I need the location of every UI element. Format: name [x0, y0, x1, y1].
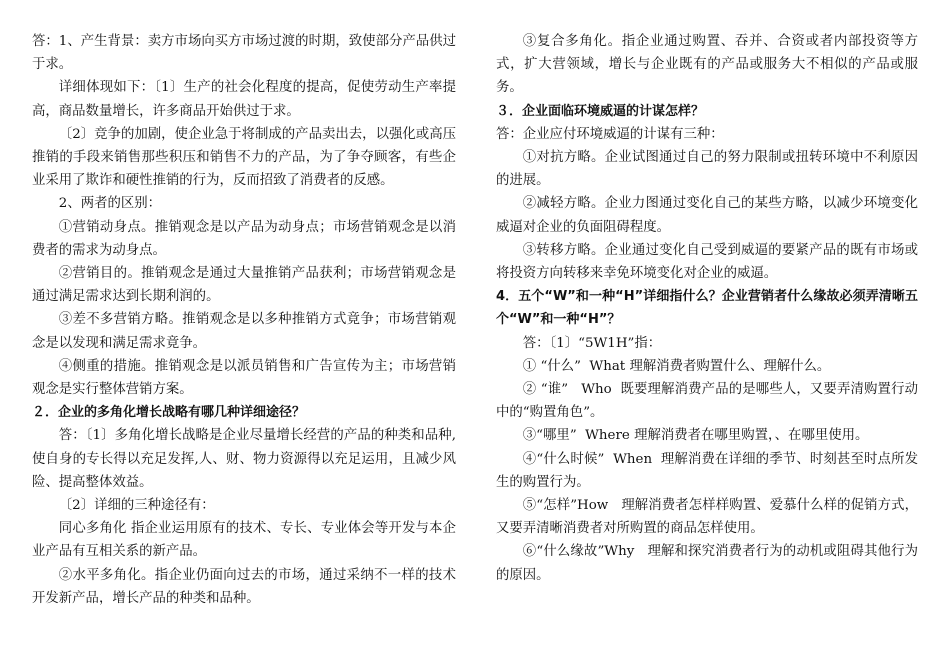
paragraph: 答：1、产生背景：卖方市场向买方市场过渡的时期，致使部分产品供过于求。 — [32, 34, 456, 73]
paragraph: 〔2〕详细的三种途径有： — [58, 498, 215, 514]
paragraph: ①营销动身点。推销观念是以产品为动身点；市场营销观念是以消费者的需求为动身点。 — [32, 219, 456, 258]
paragraph: 同心多角化 指企业运用原有的技术、专长、专业体会等开发与本企业产品有互相关系的新产品。 — [32, 521, 456, 560]
paragraph: 答：〔1〕多角化增长战略是企业尽量增长经营的产品的种类和品种,使自身的专长得以充足发挥,人、财、物力资源得以充足运用，且减少风险、提高整体效益。 — [32, 428, 456, 490]
paragraph: ③差不多营销方略。推销观念是以多种推销方式竟争；市场营销观念是以发现和满足需求竟争。 — [32, 312, 456, 351]
paragraph: ②减轻方略。企业力图通过变化自己的某些方略，以减少环境变化威逼对企业的负面阻碍程度。 — [496, 196, 918, 235]
paragraph: ③复合多角化。指企业通过购置、吞并、合资或者内部投资等方式，扩大营领域，增长与企业既有的产品或服务大不相似的产品或服务。 — [496, 34, 918, 96]
paragraph: 答：〔1〕“5W1H”指： — [522, 335, 662, 351]
paragraph: ④侧重的措施。推销观念是以派员销售和广告宣传为主；市场营销观念是实行整体营销方案。 — [32, 358, 456, 398]
left-column — [32, 30, 456, 610]
question-heading: ３．企业面临环境威逼的计谋怎样？ — [496, 103, 705, 119]
paragraph: 〔2〕竞争的加剧，使企业急于将制成的产品卖出去，以强化或高压推销的手段来销售那些积压和销售不力的产品，为了争夺顾客，有些企业采用了欺诈和硬性推销的行为，反而招致了消费者的反感。 — [32, 126, 456, 189]
paragraph: ⑥“什么缘故”Why 理解和探究消费者行为的动机或阻碍其他行为的原因。 — [496, 544, 918, 583]
right-column — [496, 30, 918, 587]
paragraph: ②营销目的。推销观念是通过大量推销产品获利；市场营销观念是通过满足需求达到长期利润的。 — [32, 266, 456, 305]
paragraph: ① “什么” What 理解消费者购置什么、理解什么。 — [522, 358, 831, 374]
paragraph: ③转移方略。企业通过变化自己受到威逼的要紧产品的既有市场或将投资方向转移来幸免环境变化对企业的威逼。 — [496, 242, 918, 282]
paragraph: 2、两者的区别： — [58, 196, 162, 212]
paragraph: 详细体现如下：〔1〕生产的社会化程度的提高，促使劳动生产率提高，商品数量增长，许多商品开始供过于求。 — [32, 80, 456, 119]
question-heading: ２．企业的多角化增长战略有哪几种详细途径？ — [32, 405, 306, 421]
paragraph: ③“哪里” Where 理解消费者在哪里购置，、在哪里使用。 — [522, 428, 869, 444]
paragraph: ④“什么时候” When 理解消费在详细的季节、时刻甚至时点所发生的购置行为。 — [496, 451, 918, 490]
paragraph: ②水平多角化。指企业仍面向过去的市场，通过采纳不一样的技术开发新产品，增长产品的种类和品种。 — [32, 567, 456, 606]
paragraph: ② “谁” Who 既要理解消费产品的是哪些人，又要弄清购置行动中的“购置角色”。 — [496, 382, 918, 421]
paragraph: ⑤“怎样”How 理解消费者怎样样购置、爱慕什么样的促销方式，又要弄清晰消费者对所购置的商品怎样使用。 — [496, 498, 918, 537]
paragraph: 答：企业应付环境威逼的计谋有三种： — [496, 126, 724, 142]
question-heading: 4．五个“W”和一种“H”详细指什么？企业营销者什么缘故必须弄清晰五个“W”和一种“H”？ — [496, 289, 918, 328]
paragraph: ①对抗方略。企业试图通过自己的努力限制或扭转环境中不利原因的进展。 — [496, 150, 918, 189]
